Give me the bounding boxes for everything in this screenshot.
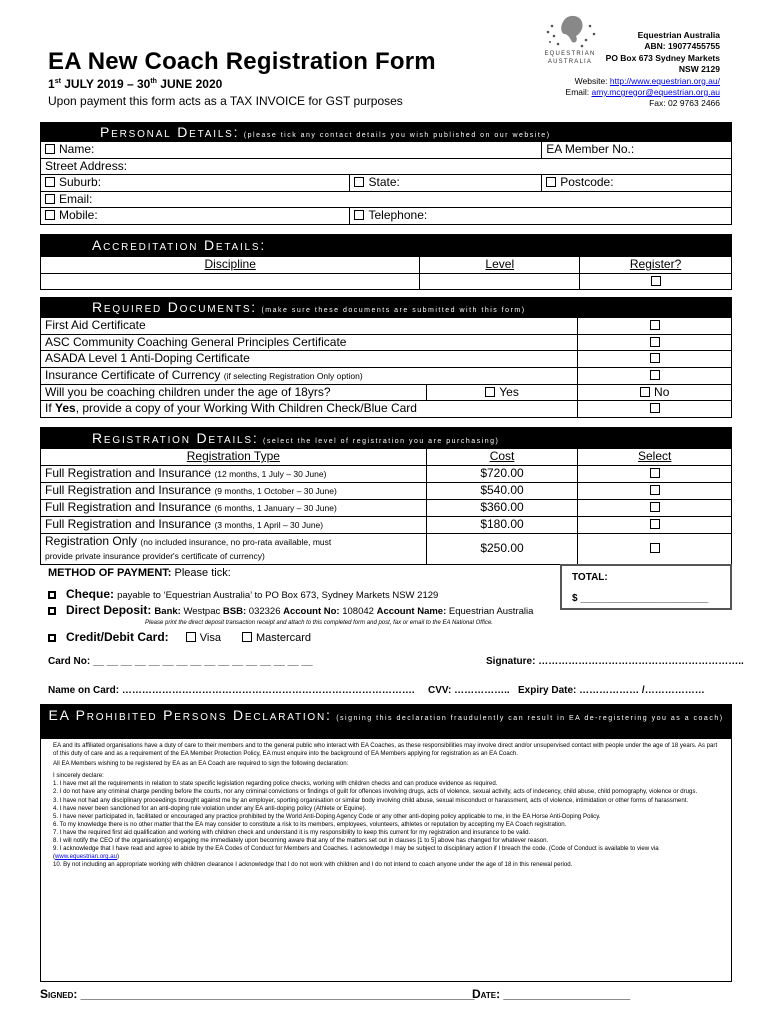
declaration-clause: 6. To my knowledge there is no other matter that the EA may consider to constitute a risk to its members, employees, volunteers, athletes or reputation by accepting my EA Coach registration. bbox=[53, 820, 567, 828]
expiry-field[interactable]: Expiry Date: ……………… /……………… bbox=[518, 685, 705, 696]
registration-table bbox=[40, 448, 732, 565]
website-link[interactable]: http://www.equestrian.org.au/ bbox=[609, 75, 720, 86]
visa-checkbox[interactable] bbox=[186, 632, 196, 642]
personal-details-header: Personal Details: (please tick any contact details you wish published on our website) bbox=[40, 122, 732, 141]
doc-asada: ASADA Level 1 Anti-Doping Certificate bbox=[41, 351, 578, 368]
mastercard-checkbox[interactable] bbox=[242, 632, 252, 642]
declaration-sincerely: I sincerely declare: bbox=[53, 772, 104, 780]
level-input[interactable] bbox=[420, 273, 580, 290]
reg-cost: $540.00 bbox=[426, 482, 578, 499]
reg-cost-header: Cost bbox=[426, 449, 578, 466]
cheque-checkbox[interactable] bbox=[48, 591, 56, 599]
reg-type: Full Registration and Insurance (3 months, 1 April – 30 June) bbox=[41, 516, 427, 533]
doc-asc: ASC Community Coaching General Principles Certificate bbox=[41, 334, 578, 351]
form-header bbox=[0, 0, 770, 118]
children-no-cell[interactable]: No bbox=[578, 384, 732, 401]
declaration-header: EA Prohibited Persons Declaration: (signing this declaration fraudulently can result in EA de-registering you as a coach) bbox=[40, 704, 732, 738]
required-documents-table bbox=[40, 317, 732, 418]
table-row bbox=[41, 499, 732, 516]
doc-insurance: Insurance Certificate of Currency (if selecting Registration Only option) bbox=[41, 367, 578, 384]
reg-cost: $720.00 bbox=[426, 465, 578, 482]
reg-select-cell[interactable] bbox=[578, 516, 732, 533]
total-value: $ _______________________ bbox=[572, 593, 709, 604]
member-no-field[interactable]: EA Member No.: bbox=[542, 142, 732, 159]
declaration-clause: 4. I have never been sanctioned for an anti-doping rule violation under any EA anti-doping policy (Athlete or Equine). bbox=[53, 804, 367, 812]
email-link[interactable]: amy.mcgregor@equestrian.org.au bbox=[591, 87, 720, 98]
tax-invoice-note: Upon payment this form acts as a TAX INVOICE for GST purposes bbox=[48, 94, 403, 108]
doc-first-aid: First Aid Certificate bbox=[41, 318, 578, 335]
declaration-clause: 8. I will notify the CEO of the organisation(s) engaging me immediately upon becoming aware that any of the matters set out in clauses [1 to 5] above has changed for whatever reason. bbox=[53, 837, 549, 845]
reg-select-checkbox[interactable] bbox=[650, 502, 660, 512]
declaration-body bbox=[40, 738, 732, 982]
email-field[interactable]: Email: bbox=[41, 191, 732, 208]
organisation-details: Equestrian Australia ABN: 19077455755 PO Box 673 Sydney Markets NSW 2129 Website: http://www.equestrian.org.au/ Email: amy.mcgregor@equestrian.org.au Fax: 02 9763 2466 bbox=[565, 30, 720, 109]
doc-wwcc-cell[interactable] bbox=[578, 401, 732, 418]
street-address-field[interactable]: Street Address: bbox=[41, 158, 732, 175]
declaration-clause-9: 9. I acknowledge that I have read and agree to abide by the EA Codes of Conduct for Members and Coaches. I acknowledge I may be subject to disciplinary action if I breach the code. (Code of Conduct is available to view via (www.equestrian.org.au) bbox=[53, 845, 659, 861]
mobile-checkbox[interactable] bbox=[45, 210, 55, 220]
declaration-clause: 1. I have met all the requirements in relation to state specific legislation regarding police checks, working with children checks and can produce evidence as required. bbox=[53, 780, 498, 788]
doc-asc-checkbox[interactable] bbox=[650, 337, 660, 347]
accreditation-header: Accreditation Details: bbox=[40, 234, 732, 256]
code-of-conduct-link[interactable]: www.equestrian.org.au bbox=[55, 853, 118, 861]
personal-details-table bbox=[40, 141, 732, 225]
total-box[interactable]: TOTAL: $ _______________________ bbox=[560, 564, 732, 610]
card-checkbox[interactable] bbox=[48, 634, 56, 642]
register-cell[interactable] bbox=[580, 273, 732, 290]
doc-wwcc: If Yes, provide a copy of your Working With Children Check/Blue Card bbox=[41, 401, 578, 418]
page-title: EA New Coach Registration Form bbox=[48, 48, 436, 75]
reg-select-cell[interactable] bbox=[578, 499, 732, 516]
state-checkbox[interactable] bbox=[354, 177, 364, 187]
cheque-option[interactable]: Cheque: payable to ‘Equestrian Australia’ to PO Box 673, Sydney Markets NSW 2129 bbox=[48, 587, 438, 601]
signed-field[interactable]: Signed: ___________________________________________________________ bbox=[40, 987, 475, 1001]
children-yes-checkbox[interactable] bbox=[485, 387, 495, 397]
suburb-checkbox[interactable] bbox=[45, 177, 55, 187]
required-documents-header: Required Documents: (make sure these documents are submitted with this form) bbox=[40, 297, 732, 317]
doc-insurance-cell[interactable] bbox=[578, 367, 732, 384]
reg-only-type: Registration Only (no included insurance, no pro-rata available, must provide private insurance provider's certificate of currency) bbox=[41, 533, 427, 564]
declaration-clause: 7. I have the required first aid qualification and working with children check and understand it is my responsibility to keep this current for my registration and insurance to be valid. bbox=[53, 828, 531, 836]
reg-select-cell[interactable] bbox=[578, 465, 732, 482]
reg-select-checkbox[interactable] bbox=[650, 468, 660, 478]
children-yes-cell[interactable]: Yes bbox=[426, 384, 578, 401]
reg-only-select-cell[interactable] bbox=[578, 533, 732, 564]
declaration-clause: 3. I have not had any disciplinary proceedings brought against me by an employer, sporting organisation or similar body involving child abuse, sexual misconduct or harassment, acts of violence, intimidation or other forms of harassment. bbox=[53, 796, 689, 804]
declaration-intro: EA and its affiliated organisations have a duty of care to their members and to the general public who interact with EA Coaches, as these responsibilities may involve direct and/or unsupervised contact with people under the age of 18 years. As part of this duty of care and as a requirement of the EA Member Protection Policy, EA must enquire into the background of EA Members applying for registration as an EA Coach. bbox=[53, 742, 718, 758]
state-field[interactable]: State: bbox=[350, 175, 542, 192]
declaration-clause: 2. I do not have any criminal charge pending before the courts, nor any criminal convictions or findings of guilt for offences involving drugs, acts of violence, sexual activity, acts of indecency, child abuse, child pornography, violence or drugs. bbox=[53, 788, 698, 796]
postcode-field[interactable]: Postcode: bbox=[542, 175, 732, 192]
name-on-card-field[interactable]: Name on Card: ……………………………………………………………………………. bbox=[48, 685, 415, 696]
card-number-field[interactable]: Card No: __ __ __ __ __ __ __ __ __ __ __ __ __ __ __ __ bbox=[48, 656, 313, 667]
doc-first-aid-checkbox[interactable] bbox=[650, 320, 660, 330]
payment-method-label: METHOD OF PAYMENT: Please tick: bbox=[48, 567, 231, 579]
card-option[interactable]: Credit/Debit Card: Visa Mastercard bbox=[48, 630, 311, 644]
declaration-clause: 5. I have never participated in, facilitated or encouraged any practice prohibited by the World Anti-Doping Agency Code or any other anti-doping policy applicable to me, in the EA Horse Anti-Doping Policy. bbox=[53, 812, 601, 820]
name-checkbox[interactable] bbox=[45, 144, 55, 154]
doc-asada-cell[interactable] bbox=[578, 351, 732, 368]
reg-select-header: Select bbox=[578, 449, 732, 466]
children-question: Will you be coaching children under the age of 18yrs? bbox=[41, 384, 427, 401]
direct-deposit-checkbox[interactable] bbox=[48, 607, 56, 615]
cvv-field[interactable]: CVV: …………….. bbox=[428, 685, 510, 696]
reg-type-header: Registration Type bbox=[41, 449, 427, 466]
discipline-input[interactable] bbox=[41, 273, 420, 290]
level-header: Level bbox=[420, 257, 580, 274]
reg-type: Full Registration and Insurance (6 months, 1 January – 30 June) bbox=[41, 499, 427, 516]
postcode-checkbox[interactable] bbox=[546, 177, 556, 187]
table-row bbox=[41, 482, 732, 499]
signature-field[interactable]: Signature: …………………………………………………….. bbox=[486, 656, 744, 667]
reg-select-checkbox[interactable] bbox=[650, 485, 660, 495]
table-row bbox=[41, 465, 732, 482]
children-no-checkbox[interactable] bbox=[640, 387, 650, 397]
registration-details-header: Registration Details: (select the level of registration you are purchasing) bbox=[40, 427, 732, 448]
registration-period: 1st JULY 2019 – 30th JUNE 2020 bbox=[48, 77, 223, 91]
accreditation-table bbox=[40, 256, 732, 290]
suburb-field[interactable]: Suburb: bbox=[41, 175, 350, 192]
reg-cost: $360.00 bbox=[426, 499, 578, 516]
reg-type: Full Registration and Insurance (9 months, 1 October – 30 June) bbox=[41, 482, 427, 499]
reg-select-cell[interactable] bbox=[578, 482, 732, 499]
register-header: Register? bbox=[580, 257, 732, 274]
table-row bbox=[41, 533, 732, 564]
logo-wordmark: EQUESTRIAN AUSTRALIA bbox=[544, 51, 596, 65]
table-row bbox=[41, 516, 732, 533]
telephone-checkbox[interactable] bbox=[354, 210, 364, 220]
declaration-clause-10: 10. By not including an appropriate working with children clearance I acknowledge that I do not work with children and I do not intend to coach anyone under the age of 18 in this renewal period. bbox=[53, 861, 573, 869]
doc-first-aid-cell[interactable] bbox=[578, 318, 732, 335]
doc-asc-cell[interactable] bbox=[578, 334, 732, 351]
telephone-field[interactable]: Telephone: bbox=[350, 208, 732, 225]
name-field[interactable]: Name: bbox=[41, 142, 542, 159]
declaration-all-members: All EA Members wishing to be registered by EA as an EA Coach are required to sign the following declaration: bbox=[53, 760, 349, 768]
date-field[interactable]: Date: ___________________ bbox=[472, 987, 631, 1001]
reg-select-checkbox[interactable] bbox=[650, 519, 660, 529]
reg-only-cost: $250.00 bbox=[426, 533, 578, 564]
mobile-field[interactable]: Mobile: bbox=[41, 208, 350, 225]
email-checkbox[interactable] bbox=[45, 194, 55, 204]
doc-wwcc-checkbox[interactable] bbox=[650, 403, 660, 413]
discipline-header: Discipline bbox=[41, 257, 420, 274]
doc-insurance-checkbox[interactable] bbox=[650, 370, 660, 380]
doc-asada-checkbox[interactable] bbox=[650, 353, 660, 363]
reg-type: Full Registration and Insurance (12 months, 1 July – 30 June) bbox=[41, 465, 427, 482]
reg-only-checkbox[interactable] bbox=[650, 543, 660, 553]
reg-cost: $180.00 bbox=[426, 516, 578, 533]
direct-deposit-note: Please print the direct deposit transaction receipt and attach to this completed form and post, fax or email to the EA National Office. bbox=[145, 620, 493, 626]
register-checkbox[interactable] bbox=[651, 276, 661, 286]
direct-deposit-option[interactable]: Direct Deposit: Bank: Westpac BSB: 032326 Account No: 108042 Account Name: Equestrian Australia bbox=[48, 603, 533, 617]
